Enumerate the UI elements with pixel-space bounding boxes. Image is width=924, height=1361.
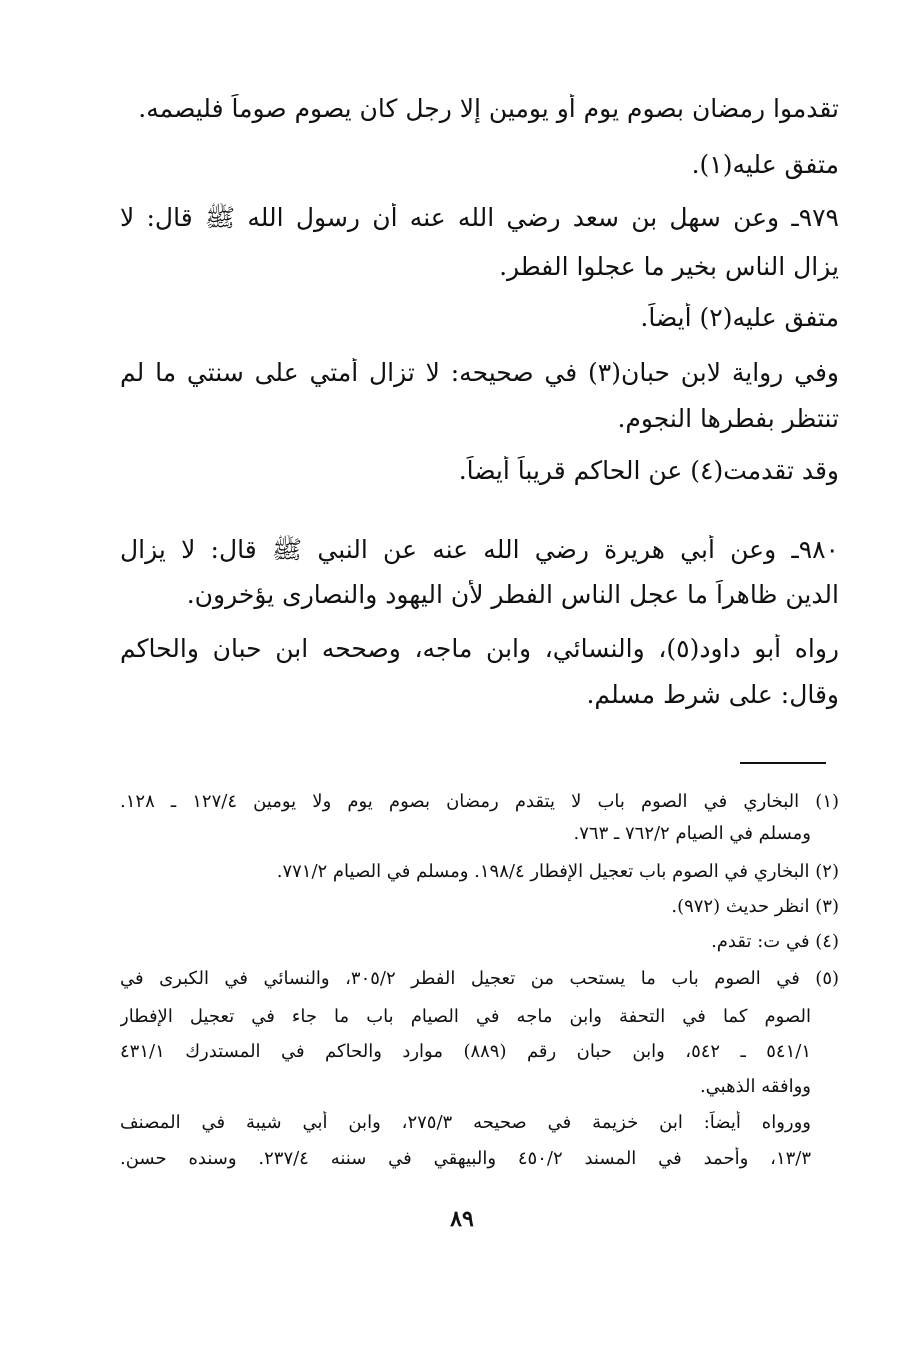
footnote-line: (٤) في ت: تقدم. bbox=[711, 931, 839, 952]
text-line: متفق عليه(١). bbox=[691, 150, 839, 179]
footnote-line: (١) البخاري في الصوم باب لا يتقدم رمضان بصوم يوم ولا يومين ١٢٧/٤ ـ ١٢٨. bbox=[120, 791, 839, 812]
footnote-line: الصوم كما في التحفة وابن ماجه في الصيام باب ما جاء في تعجيل الإفطار bbox=[120, 1006, 811, 1027]
text-line: متفق عليه(٢) أيضاً. bbox=[640, 303, 839, 332]
text-line: رواه أبو داود(٥)، والنسائي، وابن ماجه، وصححه ابن حبان والحاكم bbox=[120, 634, 839, 663]
footnote-line: (٣) انظر حديث (٩٧٢). bbox=[671, 896, 839, 917]
footnote-line: (٢) البخاري في الصوم باب تعجيل الإفطار ١٩٨/٤. ومسلم في الصيام ٧٧١/٢. bbox=[276, 861, 839, 882]
hadith-979-line: ٩٧٩ـ وعن سهل بن سعد رضي الله عنه أن رسول الله ﷺ قال: لا bbox=[120, 203, 839, 232]
footnote-line: ووافقه الذهبي. bbox=[699, 1076, 811, 1097]
footnote-line: ومسلم في الصيام ٧٦٢/٢ ـ ٧٦٣. bbox=[573, 823, 811, 844]
footnote-line: (٥) في الصوم باب ما يستحب من تعجيل الفطر ٣٠٥/٢، والنسائي في الكبرى في bbox=[120, 968, 839, 989]
text-line: وقد تقدمت(٤) عن الحاكم قريباً أيضاً. bbox=[458, 456, 839, 485]
page-number: ٨٩ bbox=[450, 1206, 474, 1232]
text-line: تقدموا رمضان بصوم يوم أو يومين إلا رجل كان يصوم صوماً فليصمه. bbox=[138, 94, 839, 123]
text-line: وفي رواية لابن حبان(٣) في صحيحه: لا تزال أمتي على سنتي ما لم bbox=[120, 358, 839, 387]
hadith-980-line: ٩٨٠ـ وعن أبي هريرة رضي الله عنه عن النبي ﷺ قال: لا يزال bbox=[120, 535, 839, 564]
text-line: يزال الناس بخير ما عجلوا الفطر. bbox=[499, 252, 839, 281]
footnote-divider bbox=[740, 762, 826, 764]
footnote-line: ٥٤١/١ ـ ٥٤٢، وابن حبان رقم (٨٨٩) موارد والحاكم في المستدرك ٤٣١/١ bbox=[120, 1041, 811, 1062]
footnote-line: وورواه أيضاً: ابن خزيمة في صحيحه ٢٧٥/٣، وابن أبي شيبة في المصنف bbox=[120, 1112, 811, 1133]
text-line: تنتظر بفطرها النجوم. bbox=[617, 404, 839, 433]
text-line: الدين ظاهراً ما عجل الناس الفطر لأن اليهود والنصارى يؤخرون. bbox=[186, 580, 839, 609]
footnote-line: ١٣/٣، وأحمد في المسند ٤٥٠/٢ والبيهقي في سننه ٢٣٧/٤. وسنده حسن. bbox=[120, 1148, 811, 1169]
text-line: وقال: على شرط مسلم. bbox=[586, 680, 839, 709]
